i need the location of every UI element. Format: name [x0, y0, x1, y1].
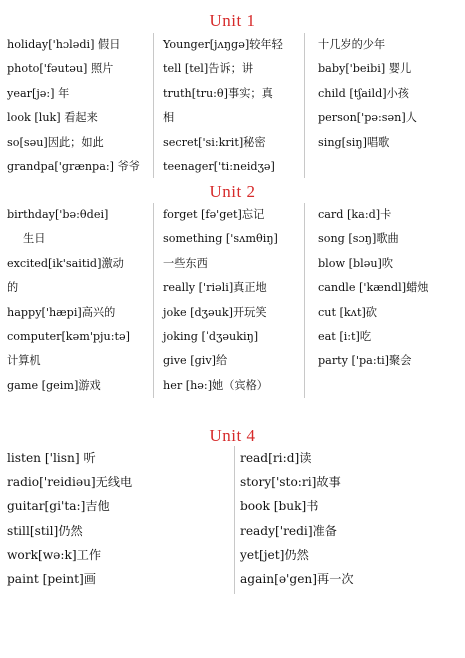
vocab-entry: radio['reidiəu]无线电: [7, 475, 133, 490]
vocab-entry: again[ə'gen]再一次: [240, 571, 354, 586]
unit2-divider-1: [153, 203, 154, 398]
unit4-column-2: [240, 446, 354, 591]
vocab-entry-continued: 生日: [23, 232, 46, 246]
vocab-entry: child [tʃaild]小孩: [318, 86, 409, 100]
unit2-column-3: [318, 203, 428, 374]
unit4-title: Unit 4: [209, 426, 256, 445]
vocab-entry: joking [ˈdʒəukiŋ]: [163, 329, 259, 343]
vocab-entry: blow [bləu]吹: [318, 256, 394, 270]
vocab-entry: joke [dʒəuk]开玩笑: [163, 305, 267, 319]
vocab-entry: holiday['hɔlədi] 假日: [7, 38, 121, 51]
vocab-entry: sing[siŋ]唱歌: [318, 135, 390, 149]
unit2-column-2: [163, 203, 278, 398]
vocab-entry: party ['pa:ti]聚会: [318, 354, 412, 368]
unit1-divider-2: [304, 33, 305, 178]
vocab-entry: her [hə:]她（宾格）: [163, 378, 268, 392]
vocab-entry: game [geim]游戏: [7, 378, 101, 392]
vocab-entry: still[stil]仍然: [7, 523, 83, 538]
vocab-entry: guitar[gi'ta:]吉他: [7, 499, 110, 514]
vocab-entry: candle ['kændl]蜡烛: [318, 281, 429, 295]
vocab-entry: computer[kəm'pju:tə]: [7, 329, 130, 343]
vocab-entry: something ['sʌmθiŋ]: [163, 232, 278, 246]
unit1-column-1: [7, 33, 140, 179]
vocab-entry: give [giv]给: [163, 354, 228, 368]
vocab-entry: forget [fə'get]忘记: [163, 208, 265, 221]
vocab-entry: card [ka:d]卡: [318, 208, 392, 221]
vocab-entry: yet[jet]仍然: [240, 547, 309, 562]
vocab-entry: Younger[jʌŋgə]较年轻: [163, 38, 283, 51]
vocab-entry: person['pə:sən]人: [318, 111, 417, 125]
vocab-entry: photo['fəutəu] 照片: [7, 62, 114, 76]
unit1-divider-1: [153, 33, 154, 178]
vocab-entry: ready['redi]准备: [240, 523, 337, 538]
vocab-entry-continued: 的: [7, 281, 19, 295]
vocab-entry-continued: 计算机: [7, 354, 41, 368]
vocab-entry: birthday['bə:θdei]: [7, 208, 109, 221]
unit1-title: Unit 1: [209, 11, 256, 30]
unit1-column-3: [318, 33, 417, 155]
unit4-column-1: [7, 446, 132, 591]
vocab-entry: tell [tel]告诉；讲: [163, 62, 254, 76]
vocab-entry: cut [kʌt]砍: [318, 305, 378, 319]
vocab-entry-continued: 一些东西: [163, 256, 208, 270]
vocab-entry: baby['beibi] 婴儿: [318, 62, 412, 76]
vocab-entry: look [luk] 看起来: [7, 111, 98, 125]
vocab-entry: paint [peint]画: [7, 571, 96, 586]
vocab-entry: truth[tru:θ]事实；真: [163, 86, 273, 100]
vocab-entry-continued: 十几岁的少年: [318, 38, 386, 51]
vocab-entry: eat [i:t]吃: [318, 329, 372, 343]
vocab-entry: secret['si:krit]秘密: [163, 135, 266, 149]
vocab-entry: teenager['ti:neidʒə]: [163, 159, 275, 173]
unit2-column-1: [7, 203, 130, 398]
vocab-entry: so[səu]因此；如此: [7, 135, 104, 149]
unit2-title: Unit 2: [209, 182, 256, 201]
vocab-entry: listen ['lisn] 听: [7, 451, 96, 465]
vocab-entry: story['sto:ri]故事: [240, 475, 341, 490]
unit1-column-2: [163, 33, 283, 179]
vocab-entry-continued: 相: [163, 111, 175, 125]
vocab-entry: work[wə:k]工作: [7, 547, 102, 562]
vocab-entry: happy['hæpi]高兴的: [7, 305, 116, 319]
vocab-entry: song [sɔŋ]歌曲: [318, 232, 399, 246]
vocab-entry: year[jə:] 年: [7, 86, 70, 100]
vocab-entry: excited[ik'saitid]激动: [7, 256, 124, 270]
vocab-entry: book [buk]书: [240, 499, 319, 514]
unit2-divider-2: [304, 203, 305, 398]
vocab-entry: read[ri:d]读: [240, 451, 312, 465]
vocab-entry: really ['riəli]真正地: [163, 281, 267, 295]
vocab-entry: grandpa['grænpa:] 爷爷: [7, 159, 140, 173]
unit4-divider: [234, 446, 235, 594]
